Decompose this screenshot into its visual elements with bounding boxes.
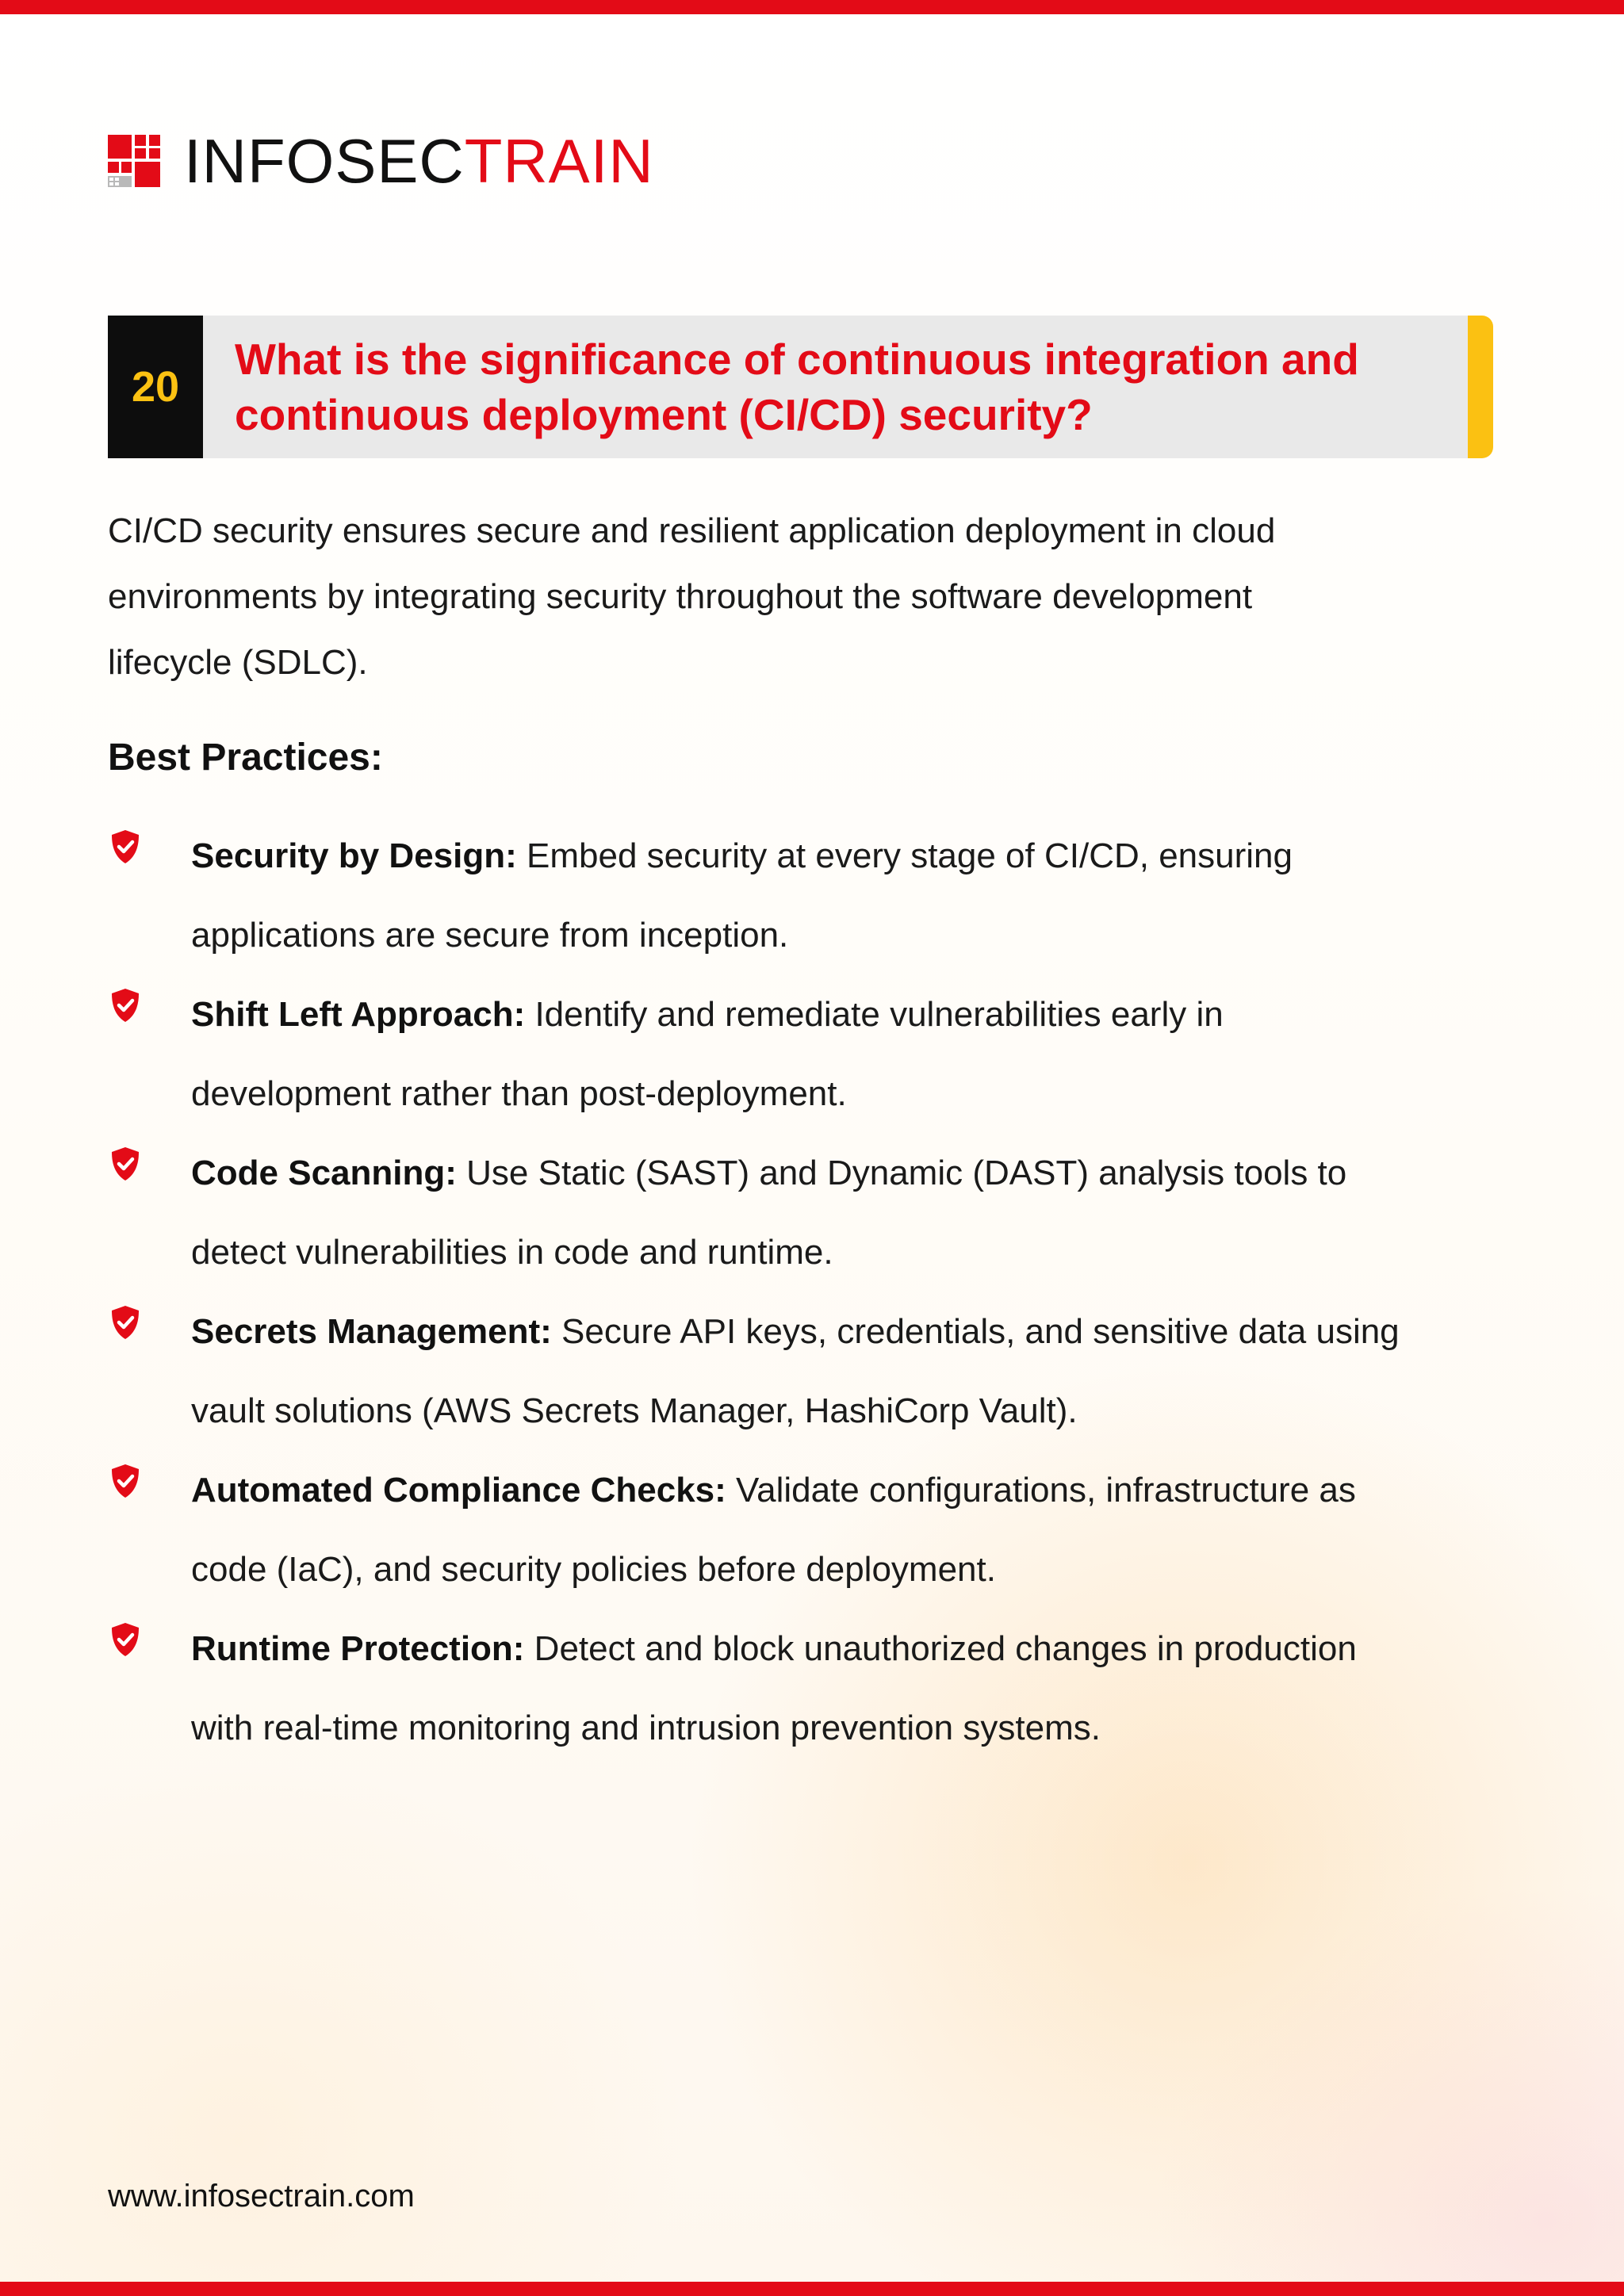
practice-description-line-2: development rather than post-deployment. xyxy=(191,1074,847,1113)
intro-line-1: CI/CD security ensures secure and resilient application deployment in cloud xyxy=(108,511,1276,550)
shield-check-icon xyxy=(109,1622,141,1657)
shield-check-icon xyxy=(109,1464,141,1498)
practice-term: Automated Compliance Checks: xyxy=(191,1471,726,1510)
practice-description-line-2: vault solutions (AWS Secrets Manager, HashiCorp Vault). xyxy=(191,1391,1078,1430)
question-title-box xyxy=(203,316,1468,458)
practice-term: Security by Design: xyxy=(191,836,517,875)
intro-paragraph xyxy=(108,498,1519,695)
brand-name-dark: INFOSEC xyxy=(184,126,465,196)
shield-check-icon xyxy=(109,1146,141,1181)
practice-term: Runtime Protection: xyxy=(191,1629,525,1668)
best-practices-heading: Best Practices: xyxy=(108,737,383,779)
practice-description-line-1: Use Static (SAST) and Dynamic (DAST) analysis tools to xyxy=(456,1154,1347,1192)
brand-name-red: TRAIN xyxy=(464,126,654,196)
question-title xyxy=(235,331,1359,442)
practice-text xyxy=(191,1451,1618,1609)
footer-website-link[interactable]: www.infosectrain.com xyxy=(108,2179,415,2214)
question-header xyxy=(108,316,1493,458)
practice-term: Secrets Management: xyxy=(191,1312,552,1351)
practice-text xyxy=(191,1134,1618,1292)
practice-description-line-1: Detect and block unauthorized changes in production xyxy=(524,1629,1357,1668)
practice-description-line-2: detect vulnerabilities in code and runtime. xyxy=(191,1233,833,1272)
infosectrain-logo-mark-icon xyxy=(108,135,160,187)
practice-description-line-2: applications are secure from inception. xyxy=(191,916,789,955)
practice-text xyxy=(191,1609,1618,1768)
question-title-line-1: What is the significance of continuous integration and xyxy=(235,335,1359,384)
practice-term: Code Scanning: xyxy=(191,1154,457,1192)
question-accent-tab xyxy=(1468,316,1493,458)
question-number: 20 xyxy=(108,316,203,458)
practice-description-line-1: Validate configurations, infrastructure as xyxy=(726,1471,1356,1510)
practice-description-line-2: code (IaC), and security policies before deployment. xyxy=(191,1550,996,1589)
practice-description-line-1: Embed security at every stage of CI/CD, ensuring xyxy=(516,836,1293,875)
bottom-accent-bar xyxy=(0,2282,1624,2296)
practice-text xyxy=(191,817,1618,975)
practice-text xyxy=(191,1292,1618,1451)
question-title-line-2: continuous deployment (CI/CD) security? xyxy=(235,390,1093,439)
top-accent-bar xyxy=(0,0,1624,14)
practice-text xyxy=(191,975,1618,1134)
practice-description-line-2: with real-time monitoring and intrusion prevention systems. xyxy=(191,1709,1101,1747)
intro-line-2: environments by integrating security throughout the software development xyxy=(108,577,1253,616)
practice-term: Shift Left Approach: xyxy=(191,995,526,1034)
intro-line-3: lifecycle (SDLC). xyxy=(108,643,368,682)
practice-description-line-1: Identify and remediate vulnerabilities early in xyxy=(525,995,1224,1034)
practice-description-line-1: Secure API keys, credentials, and sensitive data using xyxy=(551,1312,1400,1351)
brand-logo[interactable] xyxy=(108,126,654,196)
shield-check-icon xyxy=(109,1305,141,1340)
shield-check-icon xyxy=(109,829,141,864)
shield-check-icon xyxy=(109,988,141,1023)
brand-wordmark xyxy=(184,126,654,196)
